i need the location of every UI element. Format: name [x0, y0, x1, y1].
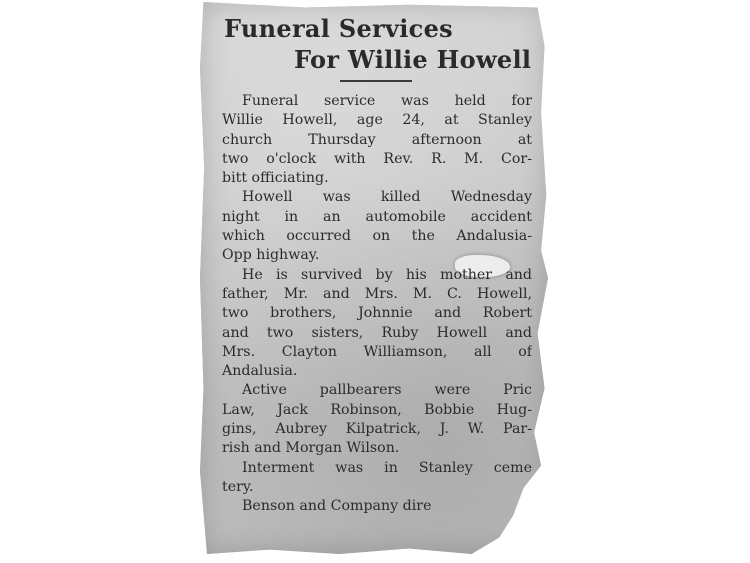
article-line: night in an automobile accident — [222, 208, 532, 225]
article-line: two o'clock with Rev. R. M. Cor- — [222, 150, 532, 167]
article-line: church Thursday afternoon at — [222, 131, 532, 148]
article-line: father, Mr. and Mrs. M. C. Howell, — [222, 285, 532, 302]
headline-line-1: Funeral Services — [224, 14, 453, 43]
article-line: Active pallbearers were Pric — [242, 382, 532, 399]
article-line: which occurred on the Andalusia- — [222, 228, 532, 245]
article-line: Funeral service was held for — [242, 93, 532, 109]
article-line: two brothers, Johnnie and Robert — [222, 305, 532, 322]
article-line: Benson and Company dire — [242, 498, 432, 515]
article-line: and two sisters, Ruby Howell and — [222, 324, 532, 341]
article-line: He is survived by his mother and — [242, 266, 532, 283]
article-line: Opp highway. — [222, 247, 320, 264]
article-line: Willie Howell, age 24, at Stanley — [222, 112, 532, 129]
article-body — [222, 92, 532, 517]
article-line: Howell was killed Wednesday — [242, 189, 532, 206]
article-line: Interment was in Stanley ceme — [242, 459, 532, 476]
headline-line-2: For Willie Howell — [294, 45, 532, 74]
article-line: rish and Morgan Wilson. — [222, 440, 400, 457]
article-line: Andalusia. — [222, 363, 298, 380]
article-line: Law, Jack Robinson, Bobbie Hug- — [222, 401, 532, 418]
article-line: bitt officiating. — [222, 170, 329, 187]
article-line: tery. — [222, 478, 254, 495]
headline-divider — [340, 80, 412, 82]
article-line: gins, Aubrey Kilpatrick, J. W. Par- — [222, 421, 532, 438]
article-line: Mrs. Clayton Williamson, all of — [222, 343, 532, 360]
